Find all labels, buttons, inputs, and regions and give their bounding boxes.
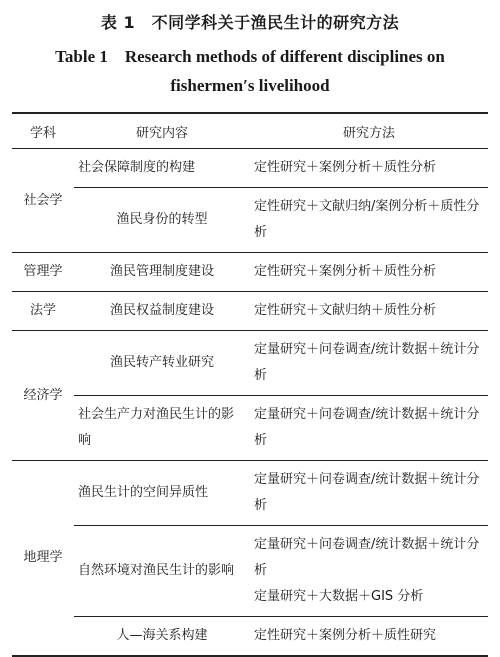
content-cell: 社会保障制度的构建 — [74, 149, 250, 188]
table-title-chinese: 表 1 不同学科关于渔民生计的研究方法 — [100, 13, 400, 32]
header-discipline: 学科 — [29, 125, 56, 141]
table-title-english-line2: fishermen′s livelihood — [170, 76, 330, 95]
header-content: 研究内容 — [135, 125, 188, 141]
discipline-cell: 管理学 — [23, 264, 63, 279]
table-row — [12, 292, 488, 331]
method-cell: 定性研究＋案例分析＋质性研究 — [254, 628, 437, 643]
table-row — [12, 461, 488, 526]
content-cell: 自然环境对渔民生计的影响 — [74, 526, 250, 617]
method-cell: 定性研究＋文献归纳＋质性分析 — [254, 303, 437, 318]
method-line: 定量研究＋大数据＋GIS 分析 — [254, 589, 424, 604]
discipline-cell: 社会学 — [23, 192, 63, 208]
table-row — [12, 331, 488, 396]
discipline-cell: 地理学 — [23, 550, 63, 565]
research-methods-table — [12, 112, 488, 657]
table-row — [12, 396, 488, 461]
content-cell: 社会生产力对渔民生计的影响 — [78, 407, 235, 448]
table-row — [12, 149, 488, 188]
method-cell: 定量研究＋问卷调查/统计数据＋统计分析 — [250, 331, 488, 396]
content-cell: 渔民管理制度建设 — [109, 264, 214, 279]
method-cell: 定性研究＋案例分析＋质性分析 — [254, 264, 437, 279]
method-cell: 定量研究＋问卷调查/统计数据＋统计分析 — [250, 461, 488, 526]
discipline-cell: 经济学 — [23, 387, 63, 403]
content-cell: 人—海关系构建 — [116, 628, 208, 643]
content-cell: 渔民转产转业研究 — [74, 331, 250, 396]
method-cell: 定性研究＋文献归纳/案例分析＋质性分析 — [254, 199, 480, 240]
table-row — [12, 188, 488, 253]
content-cell: 渔民生计的空间异质性 — [74, 461, 250, 526]
discipline-cell: 法学 — [29, 303, 56, 318]
table-title-english-line1: Table 1 Research methods of different disciplines on — [55, 47, 445, 66]
table-row — [12, 526, 488, 617]
table-row — [12, 253, 488, 292]
content-cell: 渔民身份的转型 — [116, 212, 208, 227]
method-line: 定量研究＋问卷调查/统计数据＋统计分析 — [254, 537, 480, 578]
header-method: 研究方法 — [342, 125, 395, 141]
method-cell — [250, 526, 488, 617]
method-cell: 定性研究＋案例分析＋质性分析 — [250, 149, 488, 188]
method-cell: 定量研究＋问卷调查/统计数据＋统计分析 — [254, 407, 480, 448]
table-header-row — [12, 113, 488, 149]
table-row — [12, 617, 488, 657]
content-cell: 渔民权益制度建设 — [109, 303, 214, 318]
